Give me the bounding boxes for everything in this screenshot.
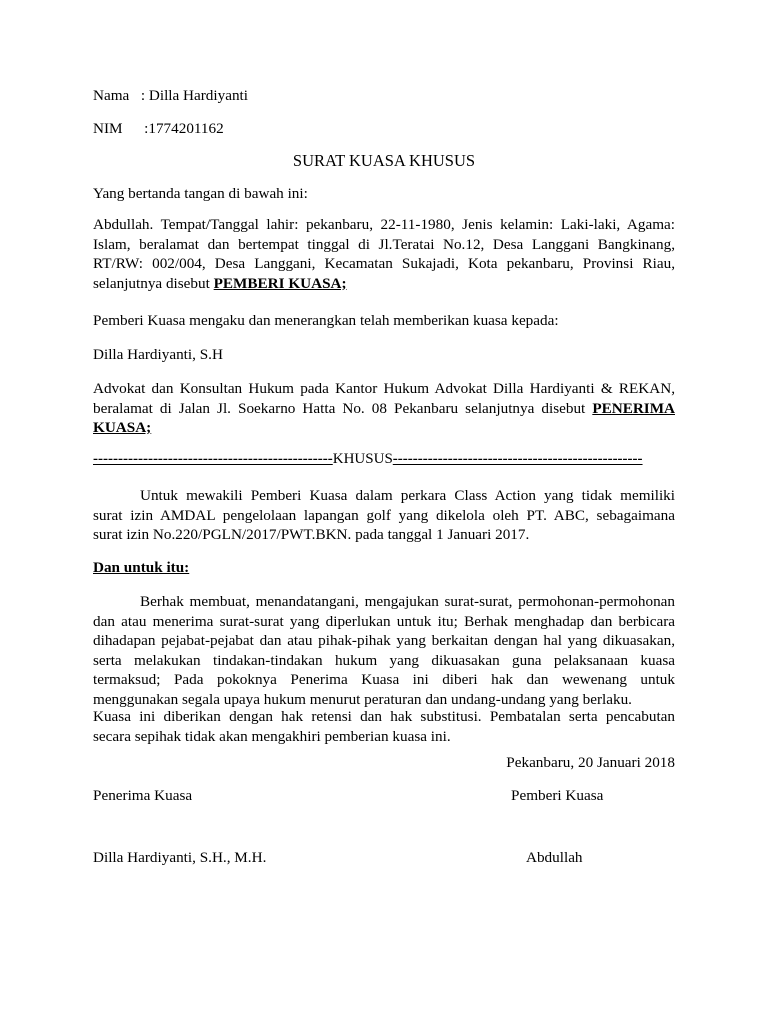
mewakili-paragraph (93, 486, 675, 545)
khusus-left-dashes: ------------------------------------------------ (93, 451, 333, 467)
mengaku-text: Pemberi Kuasa mengaku dan menerangkan telah memberikan kuasa kepada: (93, 312, 559, 329)
nama-row (93, 87, 248, 105)
berhak-line: menggunakan segala upaya hukum menurut peraturan dan undang-undang yang berlaku. (93, 690, 632, 708)
pemberi-last-prefix: selanjutnya disebut (93, 274, 214, 292)
pemberi-line: Abdullah. Tempat/Tanggal lahir: pekanbaru, 22-11-1980, Jenis kelamin: Laki-laki, Agama: (93, 216, 675, 233)
penerima-line2-prefix: beralamat di Jalan Jl. Soekarno Hatta No. 08 Pekanbaru selanjutnya disebut (93, 399, 593, 417)
penerima-paragraph (93, 379, 675, 438)
pemberi-line: RT/RW: 002/004, Desa Langgani, Kecamatan Sukajadi, Kota pekanbaru, Provinsi Riau, (93, 255, 675, 272)
berhak-line: serta melakukan tindakan-tindakan hukum yang dikuasakan guna pelaksanaan kuasa (93, 651, 675, 669)
nama-value: : Dilla Hardiyanti (140, 87, 248, 104)
pemberi-role: Pemberi Kuasa (511, 787, 604, 804)
retensi-line: secara sepihak tidak akan mengakhiri pemberian kuasa ini. (93, 727, 451, 745)
place-date: Pekanbaru, 20 Januari 2018 (506, 754, 675, 771)
kuasa-label: KUASA; (93, 419, 152, 436)
mewakili-line: Untuk mewakili Pemberi Kuasa dalam perkara Class Action yang tidak memiliki (140, 487, 675, 504)
penerima-role: Penerima Kuasa (93, 787, 193, 804)
nama-label: Nama (93, 87, 130, 104)
retensi-paragraph (93, 707, 675, 746)
pemberi-signature-name: Abdullah (526, 849, 583, 866)
penerima-name: Dilla Hardiyanti, S.H (93, 346, 223, 363)
berhak-line: dan atau menerima surat-surat yang diperlukan untuk itu; Berhak menghadap dan berbicara (93, 612, 675, 630)
dan-untuk-itu-heading: Dan untuk itu: (93, 559, 190, 576)
penerima-line (93, 399, 675, 419)
letter-title: SURAT KUASA KHUSUS (292, 151, 476, 170)
berhak-line: termaksud; Pada pokoknya Penerima Kuasa ini diberi hak dan wewenang untuk (93, 671, 675, 688)
intro-text: Yang bertanda tangan di bawah ini: (93, 185, 308, 202)
nim-value: :1774201162 (144, 120, 224, 137)
berhak-paragraph (93, 592, 675, 709)
berhak-line: Berhak membuat, menandatangani, mengajukan surat-surat, permohonan-permohonan (140, 593, 675, 610)
penerima-line (93, 418, 675, 438)
pemberi-line: Islam, beralamat dan bertempat tinggal di Jl.Teratai No.12, Desa Langgani Bangkinang, (93, 235, 675, 253)
penerima-signature-name: Dilla Hardiyanti, S.H., M.H. (93, 849, 267, 866)
pemberi-kuasa-label: PEMBERI KUASA; (213, 274, 347, 292)
retensi-line: Kuasa ini diberikan dengan hak retensi dan hak substitusi. Pembatalan serta pencabutan (93, 708, 675, 725)
nim-row (93, 120, 224, 138)
berhak-line: dihadapan pejabat-pejabat dan atau pihak-pihak yang berkaitan dengan hal yang dikuasakan, (93, 632, 675, 649)
penerima-line: Advokat dan Konsultan Hukum pada Kantor Hukum Advokat Dilla Hardiyanti & REKAN, (93, 380, 675, 397)
pemberi-paragraph (93, 215, 675, 293)
nim-label: NIM (93, 120, 123, 137)
penerima-label: PENERIMA (592, 399, 675, 417)
mewakili-line: surat izin AMDAL pengelolaan lapangan golf yang dikelola oleh PT. ABC, sebagaimana (93, 506, 675, 524)
pemberi-line (93, 274, 675, 294)
khusus-divider (93, 451, 675, 468)
khusus-word: KHUSUS (332, 451, 393, 467)
khusus-right-dashes: -------------------------------------------------- (392, 451, 643, 467)
mewakili-line: surat izin No.220/PGLN/2017/PWT.BKN. pada tanggal 1 Januari 2017. (93, 526, 530, 543)
